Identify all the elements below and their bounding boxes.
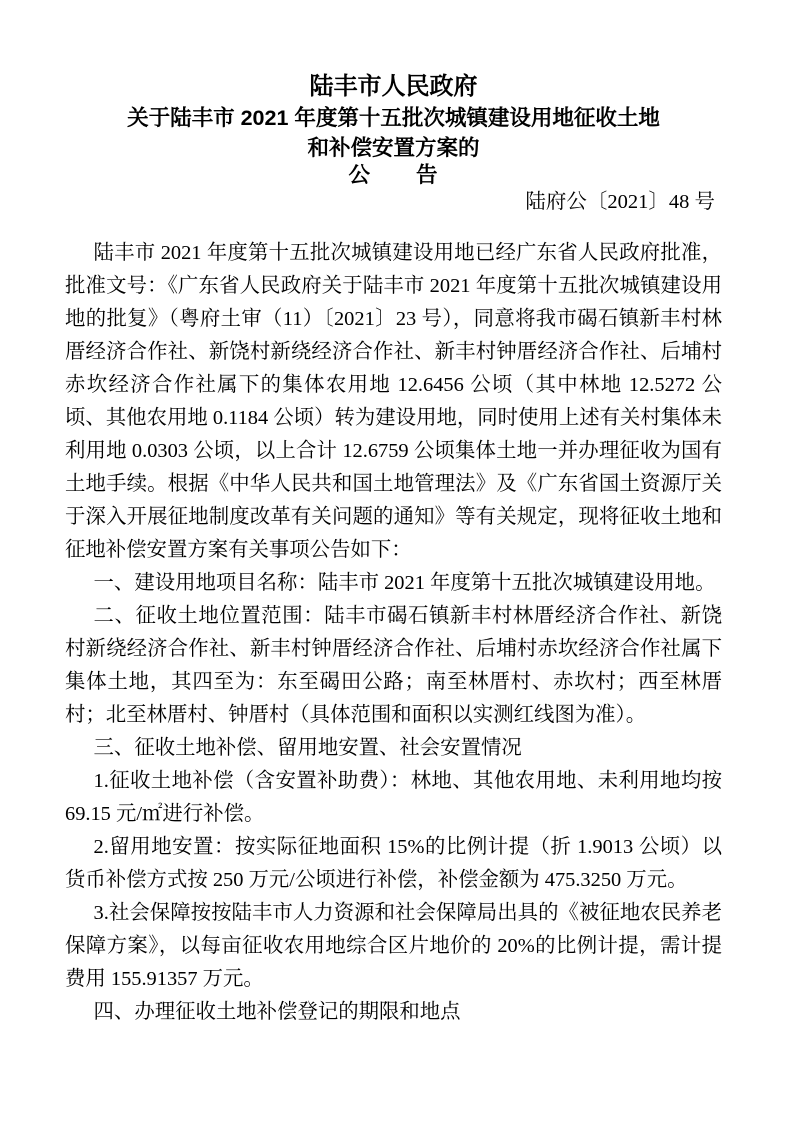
body-paragraphs (65, 237, 722, 1029)
paragraph: 陆丰市 2021 年度第十五批次城镇建设用地已经广东省人民政府批准，批准文号：《广东省人民政府关于陆丰市 2021 年度第十五批次城镇建设用地的批复》（粤府土审（11）〔2021〕23 号），同意将我市碣石镇新丰村林厝经济合作社、新饶村新绕经济合作社、新丰村钟厝经济合作社、后埔村赤坎经济合作社属下的集体农用地 12.6456 公顷（其中林地 12.5272 公顷、其他农用地 0.1184 公顷）转为建设用地，同时使用上述有关村集体未利用地 0.0303 公顷，以上合计 12.6759 公顷集体土地一并办理征收为国有土地手续。根据《中华人民共和国土地管理法》及《广东省国土资源厅关于深入开展征地制度改革有关问题的通知》等有关规定，现将征收土地和征地补偿安置方案有关事项公告如下： (65, 242, 722, 561)
paragraph: 1.征收土地补偿（含安置补助费）：林地、其他农用地、未利用地均按 69.15 元/㎡进行补偿。 (65, 770, 722, 825)
document-title-line3: 和补偿安置方案的 (307, 136, 480, 160)
paragraph: 3.社会保障按按陆丰市人力资源和社会保障局出具的《被征地农民养老保障方案》，以每亩征收农用地综合区片地价的 20%的比例计提，需计提费用 155.91357 万元。 (65, 902, 722, 990)
paragraph: 三、征收土地补偿、留用地安置、社会安置情况 (93, 737, 522, 759)
paragraph: 2.留用地安置：按实际征地面积 15%的比例计提（折 1.9013 公顷）以货币补偿方式按 250 万元/公顷进行补偿，补偿金额为 475.3250 万元。 (65, 836, 722, 891)
paragraph: 四、办理征收土地补偿登记的期限和地点 (93, 1001, 461, 1023)
paragraph: 二、征收土地位置范围：陆丰市碣石镇新丰村林厝经济合作社、新饶村新绕经济合作社、新丰村钟厝经济合作社、后埔村赤坎经济合作社属下集体土地，其四至为：东至碣田公路；南至林厝村、赤坎村；西至林厝村；北至林厝村、钟厝村（具体范围和面积以实测红线图为准）。 (65, 605, 722, 726)
document-title-line2: 关于陆丰市 2021 年度第十五批次城镇建设用地征收土地 (127, 106, 660, 130)
document-title-line1: 陆丰市人民政府 (309, 73, 478, 100)
paragraph: 一、建设用地项目名称：陆丰市 2021 年度第十五批次城镇建设用地。 (93, 572, 716, 594)
document-number: 陆府公〔2021〕48 号 (525, 191, 715, 213)
document-title-announcement: 公 告 (348, 163, 439, 187)
